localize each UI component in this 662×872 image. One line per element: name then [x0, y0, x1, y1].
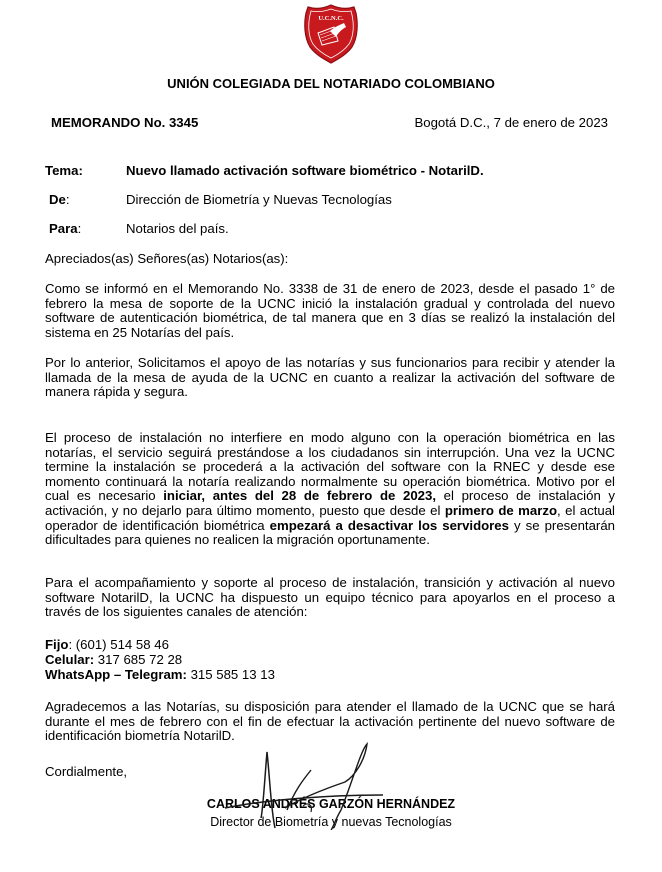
field-de: De: [49, 192, 70, 207]
handwritten-signature [215, 740, 395, 830]
field-para: Para: [49, 221, 82, 236]
ucnc-logo [300, 3, 362, 65]
closing: Cordialmente, [45, 764, 128, 779]
paragraph-5: Agradecemos a las Notarías, su disposición para atender el llamado de la UCNC que se hará durante el mes de febrero con el fin de efectuar la activación pertinente del nuevo software de identificación biometría NotarilD. [45, 699, 615, 744]
memo-number: MEMORANDO No. 3345 [51, 115, 199, 130]
field-label: Tema: [45, 163, 83, 178]
signatory-name: CARLOS ANDRÉS GARZÓN HERNÁNDEZ [206, 797, 456, 811]
shield-icon [300, 3, 362, 65]
memo-date: Bogotá D.C., 7 de enero de 2023 [414, 115, 608, 130]
contact-list [45, 637, 275, 682]
contact-fijo: Fijo: (601) 514 58 46 [45, 637, 169, 652]
field-label: Para [49, 221, 78, 236]
contact-whatsapp: WhatsApp – Telegram: 315 585 13 13 [45, 667, 275, 682]
organization-name: UNIÓN COLEGIADA DEL NOTARIADO COLOMBIANO [167, 76, 495, 91]
contact-celular: Celular: 317 685 72 28 [45, 652, 183, 667]
field-de-value: Dirección de Biometría y Nuevas Tecnologías [126, 192, 392, 207]
signatory-title: Director de Biometría y nuevas Tecnologías [210, 815, 452, 829]
field-para-value: Notarios del país. [126, 221, 229, 236]
logo-text: U.C.N.C. [318, 15, 344, 22]
paragraph-2: Por lo anterior, Solicitamos el apoyo de las notarías y sus funcionarios para recibir y atender la llamada de la mesa de ayuda de la UCNC en cuanto a realizar la activación del software de manera rápida y segura. [45, 355, 615, 400]
paragraph-4: Para el acompañamiento y soporte al proceso de instalación, transición y activación al nuevo software NotarilD, la UCNC ha dispuesto un equipo técnico para apoyarlos en el proceso a través de los siguientes canales de atención: [45, 575, 615, 620]
field-tema [45, 163, 83, 178]
field-tema-value: Nuevo llamado activación software biométrico - NotarilD. [126, 163, 484, 178]
field-label: De [49, 192, 66, 207]
paragraph-1: Como se informó en el Memorando No. 3338 de 31 de enero de 2023, desde el pasado 1° de febrero la mesa de soporte de la UCNC inició la instalación gradual y controlada del nuevo software de autenticación biométrica, de tal manera que en 3 días se realizó la instalación del sistema en 25 Notarías del país. [45, 281, 615, 340]
greeting: Apreciados(as) Señores(as) Notarios(as): [45, 251, 289, 266]
paragraph-3: El proceso de instalación no interfiere en modo alguno con la operación biométrica en las notarías, el servicio seguirá prestándose a los ciudadanos sin interrupción. Una vez la UCNC termine la instalación se procederá a la activación del software con la RNEC y desde ese momento continuará la notaría realizando normalmente su operación biométrica. Motivo por el cual es necesario iniciar, antes del 28 de febrero de 2023, el proceso de instalación y activación, y no dejarlo para último momento, puesto que desde el primero de marzo, el actual operador de identificación biométrica empezará a desactivar los servidores y se presentarán dificultades para quienes no realicen la migración oportunamente. [45, 430, 616, 548]
